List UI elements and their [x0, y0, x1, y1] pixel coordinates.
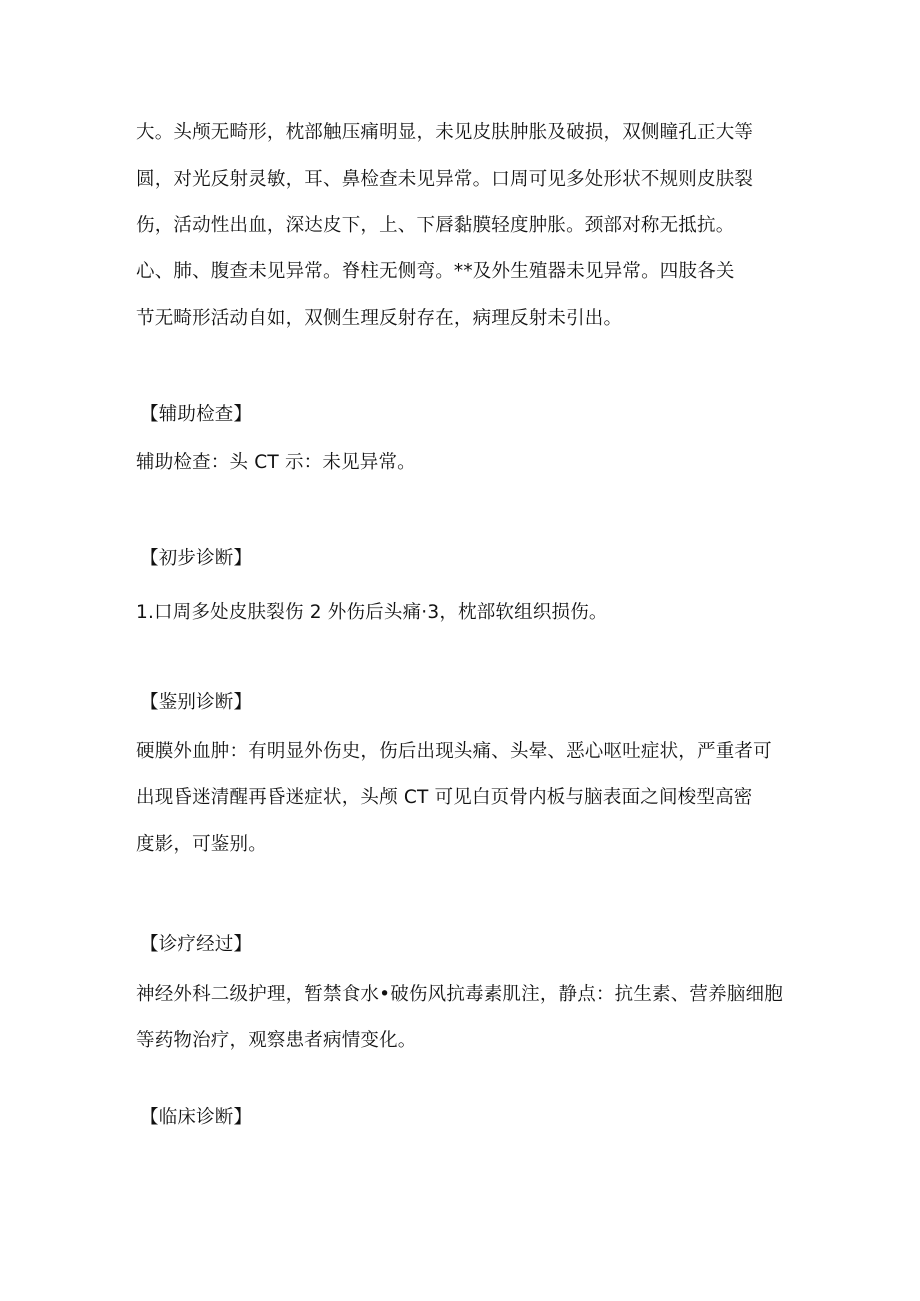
section-heading-preliminary: 【初步诊断】: [140, 548, 253, 569]
differential-line-2: 出现昏迷清醒再昏迷症状，头颅 CT 可见白页骨内板与脑表面之间梭型高密: [136, 787, 753, 808]
differential-line-1: 硬膜外血肿：有明显外伤史，伤后出现头痛、头晕、恶心呕吐症状，严重者可: [136, 741, 772, 762]
section-heading-clinical: 【临床诊断】: [140, 1107, 253, 1128]
exam-line-4: 心、肺、腹查未见异常。脊柱无侧弯。**及外生殖器未见异常。四肢各关: [136, 261, 735, 282]
treatment-line-2: 等药物治疗，观察患者病情变化。: [136, 1030, 417, 1051]
preliminary-line-1: 1.口周多处皮肤裂伤 2 外伤后头痛·3，枕部软组织损伤。: [136, 602, 608, 623]
auxiliary-line-1: 辅助检查：头 CT 示：未见异常。: [136, 452, 416, 473]
differential-line-3: 度影，可鉴别。: [136, 834, 267, 855]
section-heading-auxiliary: 【辅助检查】: [140, 404, 253, 425]
section-heading-differential: 【鉴别诊断】: [140, 692, 253, 713]
exam-line-3: 伤，活动性出血，深达皮下，上、下唇黏膜轻度肿胀。颈部对称无抵抗。: [136, 215, 735, 236]
treatment-line-1: 神经外科二级护理，暂禁食水•破伤风抗毒素肌注，静点：抗生素、营养脑细胞: [136, 984, 783, 1005]
section-heading-treatment: 【诊疗经过】: [140, 934, 253, 955]
exam-line-1: 大。头颅无畸形，枕部触压痛明显，未见皮肤肿胀及破损，双侧瞳孔正大等: [136, 122, 754, 143]
exam-line-5: 节无畸形活动自如，双侧生理反射存在，病理反射未引出。: [136, 308, 623, 329]
exam-line-2: 圆，对光反射灵敏，耳、鼻检查未见异常。口周可见多处形状不规则皮肤裂: [136, 169, 754, 190]
